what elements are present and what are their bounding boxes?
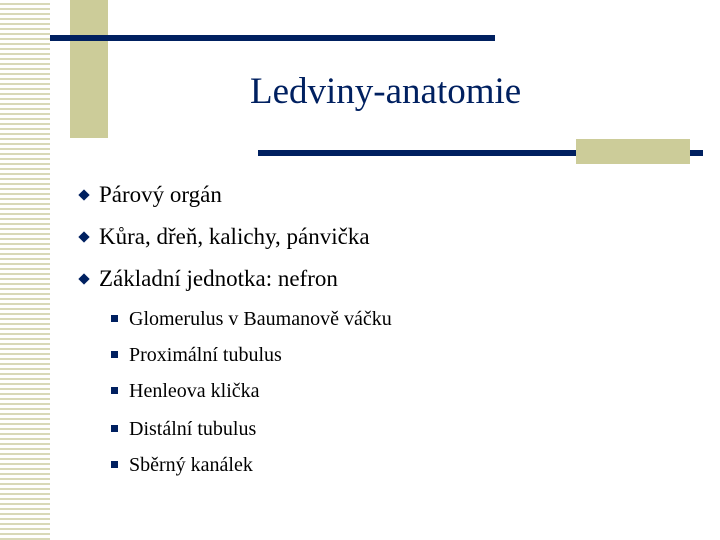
sub-bullet-text: Proximální tubulus — [129, 344, 282, 366]
bullet-text: Základní jednotka: nefron — [99, 266, 338, 291]
sub-bullet-text: Glomerulus v Baumanově váčku — [129, 308, 392, 330]
bullet-text: Párový orgán — [99, 182, 222, 207]
square-bullet-icon — [111, 425, 118, 432]
sub-bullet-item — [109, 338, 282, 372]
sub-bullet-item — [109, 302, 392, 336]
sub-bullet-item — [109, 412, 256, 446]
tan-accent-block-right — [576, 139, 690, 164]
sub-bullet-text: Sběrný kanálek — [129, 454, 253, 476]
sub-bullet-item — [109, 374, 260, 408]
bullet-item — [76, 178, 222, 212]
bullet-text: Kůra, dřeň, kalichy, pánvička — [99, 224, 370, 249]
square-bullet-icon — [111, 351, 118, 358]
tan-accent-block-top — [70, 0, 108, 138]
striped-side-decoration — [0, 0, 50, 540]
sub-bullet-text: Henleova klička — [129, 380, 260, 402]
bullet-item — [76, 262, 338, 296]
diamond-bullet-icon — [78, 274, 89, 285]
sub-bullet-item — [109, 448, 253, 482]
square-bullet-icon — [111, 461, 118, 468]
slide-title: Ledviny-anatomie — [250, 71, 522, 112]
sub-bullet-text: Distální tubulus — [129, 418, 257, 440]
title-rule-top — [50, 35, 495, 41]
square-bullet-icon — [111, 387, 118, 394]
diamond-bullet-icon — [78, 232, 89, 243]
square-bullet-icon — [111, 315, 118, 322]
diamond-bullet-icon — [78, 190, 89, 201]
bullet-item — [76, 220, 370, 254]
